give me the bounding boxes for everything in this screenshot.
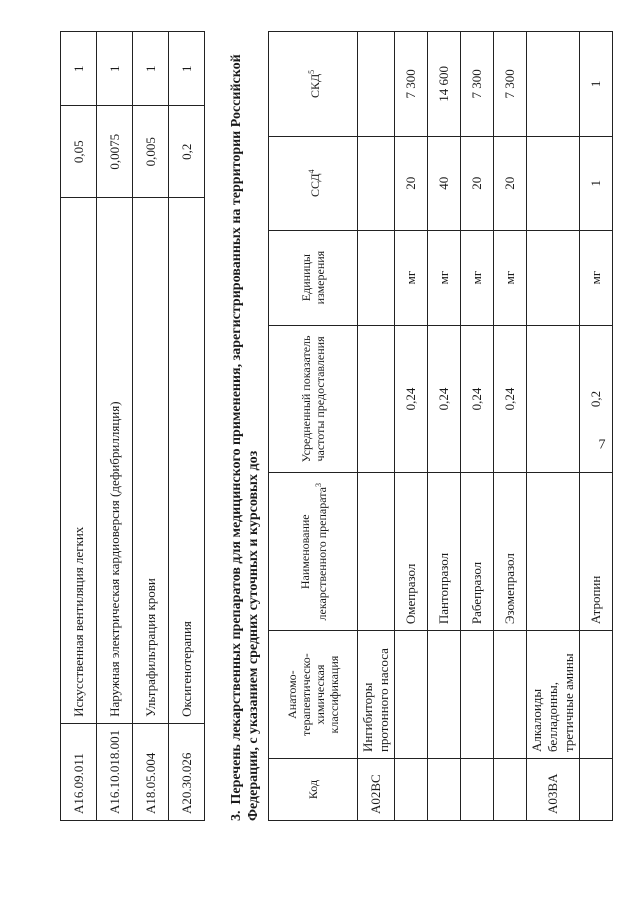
service-multiplicity: 1 <box>61 32 97 106</box>
header-ssd-text: ССД <box>307 173 322 198</box>
drug-units: мг <box>580 230 613 325</box>
drug-atc <box>461 631 494 759</box>
service-frequency: 0,005 <box>133 106 169 198</box>
drug-atc <box>494 631 527 759</box>
drug-units <box>527 230 580 325</box>
drug-name <box>358 473 395 631</box>
drug-skd: 7 300 <box>395 32 428 137</box>
drug-code <box>494 759 527 821</box>
header-ssd-footnote: 4 <box>306 169 316 174</box>
header-skd <box>269 32 358 137</box>
table-row <box>61 32 97 821</box>
drug-atc <box>580 631 613 759</box>
drug-skd <box>527 32 580 137</box>
service-code: A16.09.011 <box>61 723 97 820</box>
services-table <box>60 31 205 821</box>
service-frequency: 0,0075 <box>97 106 133 198</box>
service-name: Наружная электрическая кардиоверсия (дефибрилляция) <box>97 198 133 724</box>
header-skd-text: СКД <box>307 73 322 99</box>
header-drug-name-text: Наименование лекарственного препарата <box>297 487 329 621</box>
section-heading <box>228 31 262 821</box>
drug-ssd: 20 <box>494 136 527 230</box>
drug-units: мг <box>461 230 494 325</box>
drug-frequency: 0,24 <box>395 325 428 473</box>
drug-name: Омепразол <box>395 473 428 631</box>
drug-ssd <box>358 136 395 230</box>
drug-units: мг <box>494 230 527 325</box>
drug-atc: Алкалоиды белладонны, третичные амины <box>527 631 580 759</box>
drug-frequency: 0,24 <box>494 325 527 473</box>
drug-units: мг <box>395 230 428 325</box>
drug-ssd <box>527 136 580 230</box>
table-row <box>494 32 527 821</box>
header-frequency: Усредненный показатель частоты предоставления <box>269 325 358 473</box>
drug-units <box>358 230 395 325</box>
drug-code: A02BC <box>358 759 395 821</box>
drug-units: мг <box>428 230 461 325</box>
table-row <box>461 32 494 821</box>
drug-ssd: 20 <box>461 136 494 230</box>
header-drug-name-footnote: 3 <box>313 483 323 488</box>
drug-name: Атропин <box>580 473 613 631</box>
drug-code <box>580 759 613 821</box>
drugs-table <box>268 31 613 821</box>
drug-ssd: 20 <box>395 136 428 230</box>
header-atc: Анатомо-терапевтическо-химическая классификация <box>269 631 358 759</box>
header-code: Код <box>269 759 358 821</box>
drug-atc: Ингибиторы протонного насоса <box>358 631 395 759</box>
drug-skd <box>358 32 395 137</box>
service-frequency: 0,05 <box>61 106 97 198</box>
services-table-body <box>61 32 205 821</box>
drug-skd: 7 300 <box>494 32 527 137</box>
drug-frequency <box>358 325 395 473</box>
drug-frequency: 0,2 <box>580 325 613 473</box>
service-multiplicity: 1 <box>97 32 133 106</box>
header-units: Единицы измерения <box>269 230 358 325</box>
drug-skd: 1 <box>580 32 613 137</box>
drug-frequency: 0,24 <box>461 325 494 473</box>
service-name: Оксигенотерапия <box>169 198 205 724</box>
drug-code <box>461 759 494 821</box>
drug-atc <box>428 631 461 759</box>
table-row <box>580 32 613 821</box>
service-code: A18.05.004 <box>133 723 169 820</box>
drug-code <box>428 759 461 821</box>
drugs-table-body <box>358 32 613 821</box>
drug-name <box>527 473 580 631</box>
drug-frequency <box>527 325 580 473</box>
page-number: 7 <box>598 437 606 453</box>
header-ssd <box>269 136 358 230</box>
table-row <box>133 32 169 821</box>
drug-frequency: 0,24 <box>428 325 461 473</box>
header-skd-footnote: 5 <box>306 69 316 74</box>
drug-code: A03BA <box>527 759 580 821</box>
table-row <box>97 32 133 821</box>
drug-ssd: 1 <box>580 136 613 230</box>
section-title: Перечень лекарственных препаратов для медицинского применения, зарегистрированных на территории Российской Федерации, с указанием средних суточных и курсовых доз <box>229 54 261 821</box>
service-multiplicity: 1 <box>169 32 205 106</box>
drugs-header-row <box>269 32 358 821</box>
drug-name: Рабепразол <box>461 473 494 631</box>
table-row <box>169 32 205 821</box>
drug-name: Пантопразол <box>428 473 461 631</box>
service-frequency: 0,2 <box>169 106 205 198</box>
drug-ssd: 40 <box>428 136 461 230</box>
service-multiplicity: 1 <box>133 32 169 106</box>
header-drug-name <box>269 473 358 631</box>
drug-skd: 7 300 <box>461 32 494 137</box>
section-number: 3. <box>229 810 244 821</box>
service-name: Ультрафильтрация крови <box>133 198 169 724</box>
table-row <box>527 32 580 821</box>
service-code: A16.10.018.001 <box>97 723 133 820</box>
service-code: A20.30.026 <box>169 723 205 820</box>
table-row <box>395 32 428 821</box>
drug-atc <box>395 631 428 759</box>
table-row <box>358 32 395 821</box>
drug-name: Эзомепразол <box>494 473 527 631</box>
service-name: Искусственная вентиляция легких <box>61 198 97 724</box>
table-row <box>428 32 461 821</box>
drug-code <box>395 759 428 821</box>
drug-skd: 14 600 <box>428 32 461 137</box>
